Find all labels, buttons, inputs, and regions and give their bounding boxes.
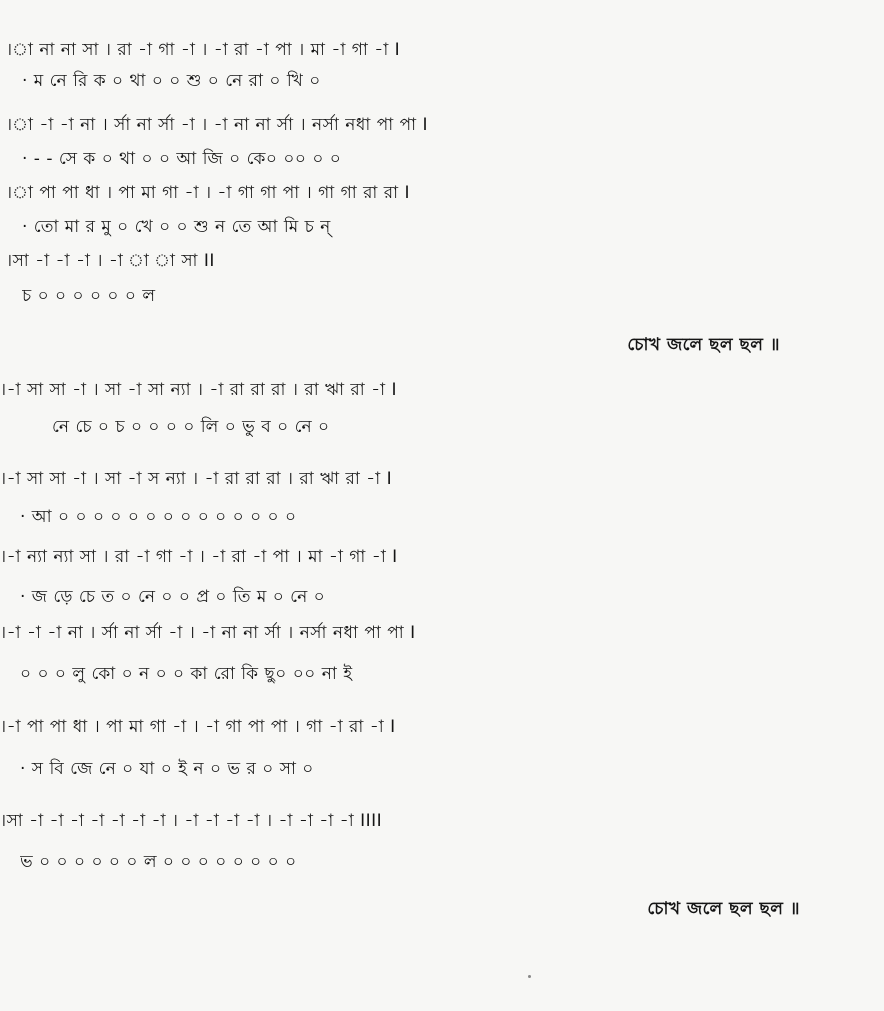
- swara-line: [6, 108, 884, 142]
- lyric-text: · স বি জে নে ০ যা ০ ই ন ০ ভ র ০ সা ০: [20, 759, 314, 779]
- swara-text: ।া না না সা । রা -া গা -া । -া রা -া পা । মা -া গা -া I: [6, 40, 401, 60]
- lyric-text: · ম নে রি ক ০ থা ০ ০ শু ০ নে রা ০ খি ০: [22, 71, 321, 91]
- swara-text: ।-া -া -া না । র্সা না র্সা -া । -া না না র্সা । নর্সা নধা পা পা I: [0, 623, 416, 643]
- swara-text: ।সা -া -া -া -া -া -া -া । -া -া -া -া । -া -া -া -া IIII: [0, 811, 383, 831]
- lyric-text: · জ ড়ে চে ত ০ নে ০ ০ প্র ০ তি ম ০ নে ০: [20, 587, 326, 607]
- lyric-line: [20, 657, 884, 691]
- swara-line: [0, 462, 884, 496]
- swara-text: ।সা -া -া -া । -া া া সা II: [6, 251, 215, 271]
- lyric-line: [22, 210, 884, 244]
- lyric-line: [22, 142, 884, 176]
- refrain-line: [0, 892, 800, 926]
- ink-dot: [528, 975, 531, 978]
- swara-line: [6, 33, 884, 67]
- lyric-line: [22, 64, 884, 98]
- swara-line: [0, 616, 884, 650]
- swara-text: ।-া পা পা ধা । পা মা গা -া । -া গা পা পা । গা -া রা -া I: [0, 717, 396, 737]
- lyric-line: [22, 279, 884, 313]
- refrain-text: চোখ জলে ছল ছল ॥: [627, 335, 780, 355]
- swara-text: ।-া সা সা -া । সা -া স ন্যা । -া রা রা রা । রা ঋা রা -া I: [0, 469, 393, 489]
- swara-line: [0, 710, 884, 744]
- swara-text: ।া পা পা ধা । পা মা গা -া । -া গা গা পা । গা গা রা রা I: [6, 183, 410, 203]
- lyric-text: নে চে ০ চ ০ ০ ০ ০ লি ০ ভু ব ০ নে ০: [52, 417, 330, 437]
- lyric-text: · আ ০ ০ ০ ০ ০ ০ ০ ০ ০ ০ ০ ০ ০ ০: [20, 507, 297, 527]
- refrain-line: [0, 328, 780, 362]
- lyric-text: চ ০ ০ ০ ০ ০ ০ ল: [22, 286, 156, 306]
- swara-text: ।া -া -া না । র্সা না র্সা -া । -া না না র্সা । নর্সা নধা পা পা I: [6, 115, 428, 135]
- lyric-text: ০ ০ ০ লু কো ০ ন ০ ০ কা রো কি ছু০ ০০ না ই: [20, 664, 353, 684]
- swara-text: ।-া সা সা -া । সা -া সা ন্যা । -া রা রা রা । রা ঋা রা -া I: [0, 380, 398, 400]
- lyric-text: · - - সে ক ০ থা ০ ০ আ জি ০ কে০ ০০ ০ ০: [22, 149, 342, 169]
- lyric-text: ভ ০ ০ ০ ০ ০ ০ ল ০ ০ ০ ০ ০ ০ ০ ০: [20, 852, 297, 872]
- swara-line: [0, 373, 884, 407]
- swara-line: [6, 244, 884, 278]
- swara-text: ।-া ন্যা ন্যা সা । রা -া গা -া । -া রা -া পা । মা -া গা -া I: [0, 547, 398, 567]
- lyric-line: [20, 500, 884, 534]
- refrain-text: চোখ জলে ছল ছল ॥: [647, 899, 800, 919]
- swara-line: [6, 176, 884, 210]
- swara-line: [0, 804, 884, 838]
- lyric-line: [52, 410, 884, 444]
- swara-line: [0, 540, 884, 574]
- lyric-line: [20, 845, 884, 879]
- lyric-text: · তো মা র মু ০ খে ০ ০ শু ন তে আ মি চ ন্: [22, 217, 331, 237]
- lyric-line: [20, 752, 884, 786]
- lyric-line: [20, 580, 884, 614]
